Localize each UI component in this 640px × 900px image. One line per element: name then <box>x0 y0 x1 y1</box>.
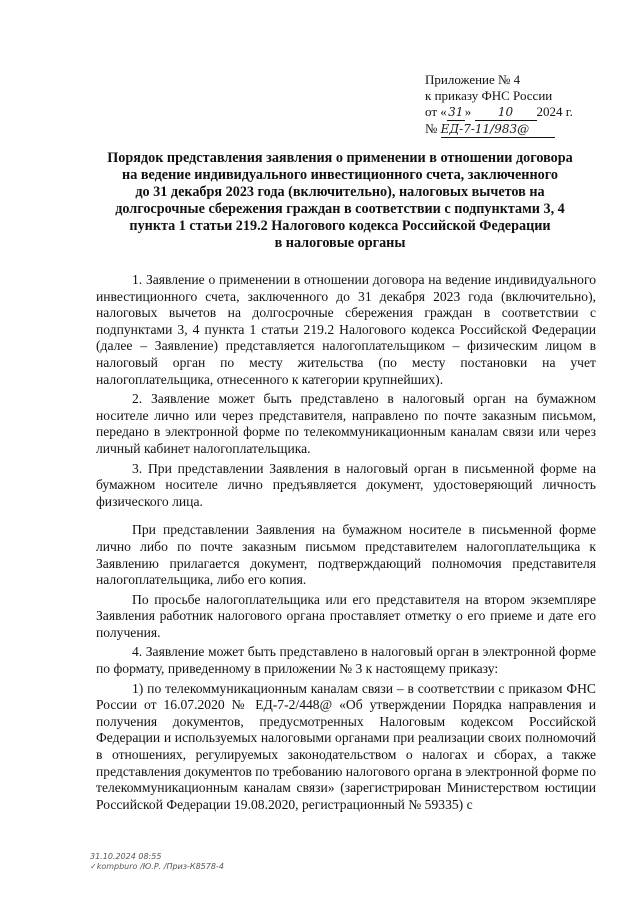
paragraph-2: 2. Заявление может быть представлено в налоговый орган на бумажном носителе лично или через представителя, направлено по почте заказным письмом, передано в электронной форме по телекоммуникационным каналам связи или через личный кабинет налогоплательщика. <box>96 391 596 456</box>
title-line: долгосрочные сбережения граждан в соответствии с подпунктами 3, 4 <box>115 201 565 217</box>
title-line: Порядок представления заявления о применении в отношении договора <box>107 150 573 166</box>
document-title <box>80 150 600 252</box>
date-prefix: от « <box>425 104 447 119</box>
title-line: пункта 1 статьи 219.2 Налогового кодекса Российской Федерации <box>129 218 551 234</box>
footer-author: kompburo /Ю.Р. /Приз-К8578-4 <box>96 862 224 871</box>
paragraph-3-second-copy: По просьбе налогоплательщика или его представителя на втором экземпляре Заявления работник налогового органа проставляет отметку о его приеме и дате его получения. <box>96 591 596 640</box>
paragraph-3-representative: При представлении Заявления на бумажном носителе в письменной форме лично либо по почте заказным письмом представителем налогоплательщика к Заявлению прилагается документ, подтверждающий полномочия представителя налогоплательщика, либо его копия. <box>96 522 596 588</box>
appendix-header <box>425 72 573 138</box>
appendix-date-line <box>425 104 573 121</box>
footer-author-line <box>90 862 224 872</box>
title-line: в налоговые органы <box>274 235 406 251</box>
date-month-handwritten: 10 <box>475 104 537 121</box>
appendix-number-line <box>425 121 573 138</box>
number-prefix: № <box>425 121 441 136</box>
footer-timestamp: 31.10.2024 08:55 <box>90 852 162 861</box>
date-mid: » <box>464 104 475 119</box>
date-day-handwritten: 31 <box>448 105 464 119</box>
paragraph-4: 4. Заявление может быть представлено в налоговый орган в электронной форме по формату, приведенному в приложении № 3 к настоящему приказу: <box>96 644 596 677</box>
paragraph-1: 1. Заявление о применении в отношении договора на ведение индивидуального инвестиционного счета, заключенного до 31 декабря 2023 года (включительно), налоговых вычетов на долгосрочные сбережения граждан в соответствии с подпунктами 3, 4 пункта 1 статьи 219.2 Налогового кодекса Российской Федерации (далее – Заявление) представляется налогоплательщиком – физическим лицом в налоговый орган по месту жительства (по месту постановки на учет налогоплательщика, отнесенного к категории крупнейших). <box>96 272 596 387</box>
title-line: на ведение индивидуального инвестиционного счета, заключенного <box>122 167 558 183</box>
title-line: до 31 декабря 2023 года (включительно), налоговых вычетов на <box>135 184 545 200</box>
date-year: 2024 г. <box>536 104 573 119</box>
appendix-line-2: к приказу ФНС России <box>425 88 553 103</box>
paragraph-3: 3. При представлении Заявления в налоговый орган в письменной форме на бумажном носителе лично предъявляется документ, удостоверяющий личность физического лица. <box>96 460 596 509</box>
order-number-handwritten: ЕД-7-11/983@ <box>441 121 555 138</box>
document-body <box>96 272 596 816</box>
footer-stamp <box>90 852 224 872</box>
appendix-line-1: Приложение № 4 <box>425 72 521 87</box>
paragraph-4-item-1: 1) по телекоммуникационным каналам связи – в соответствии с приказом ФНС России от 16.07.2020 № ЕД-7-2/448@ «Об утверждении Порядка направления и получения документов, предусмотренных Налоговым кодексом Российской Федерации и используемых налоговыми органами при реализации своих полномочий в отношениях, регулируемых законодательством о налогах и сборах, а также представления документов по требованию налогового органа в электронной форме по телекоммуникационным каналам связи» (зарегистрирован Министерством юстиции Российской Федерации 19.08.2020, регистрационный № 59335) с <box>96 680 596 812</box>
check-icon: ✓ <box>90 862 97 871</box>
